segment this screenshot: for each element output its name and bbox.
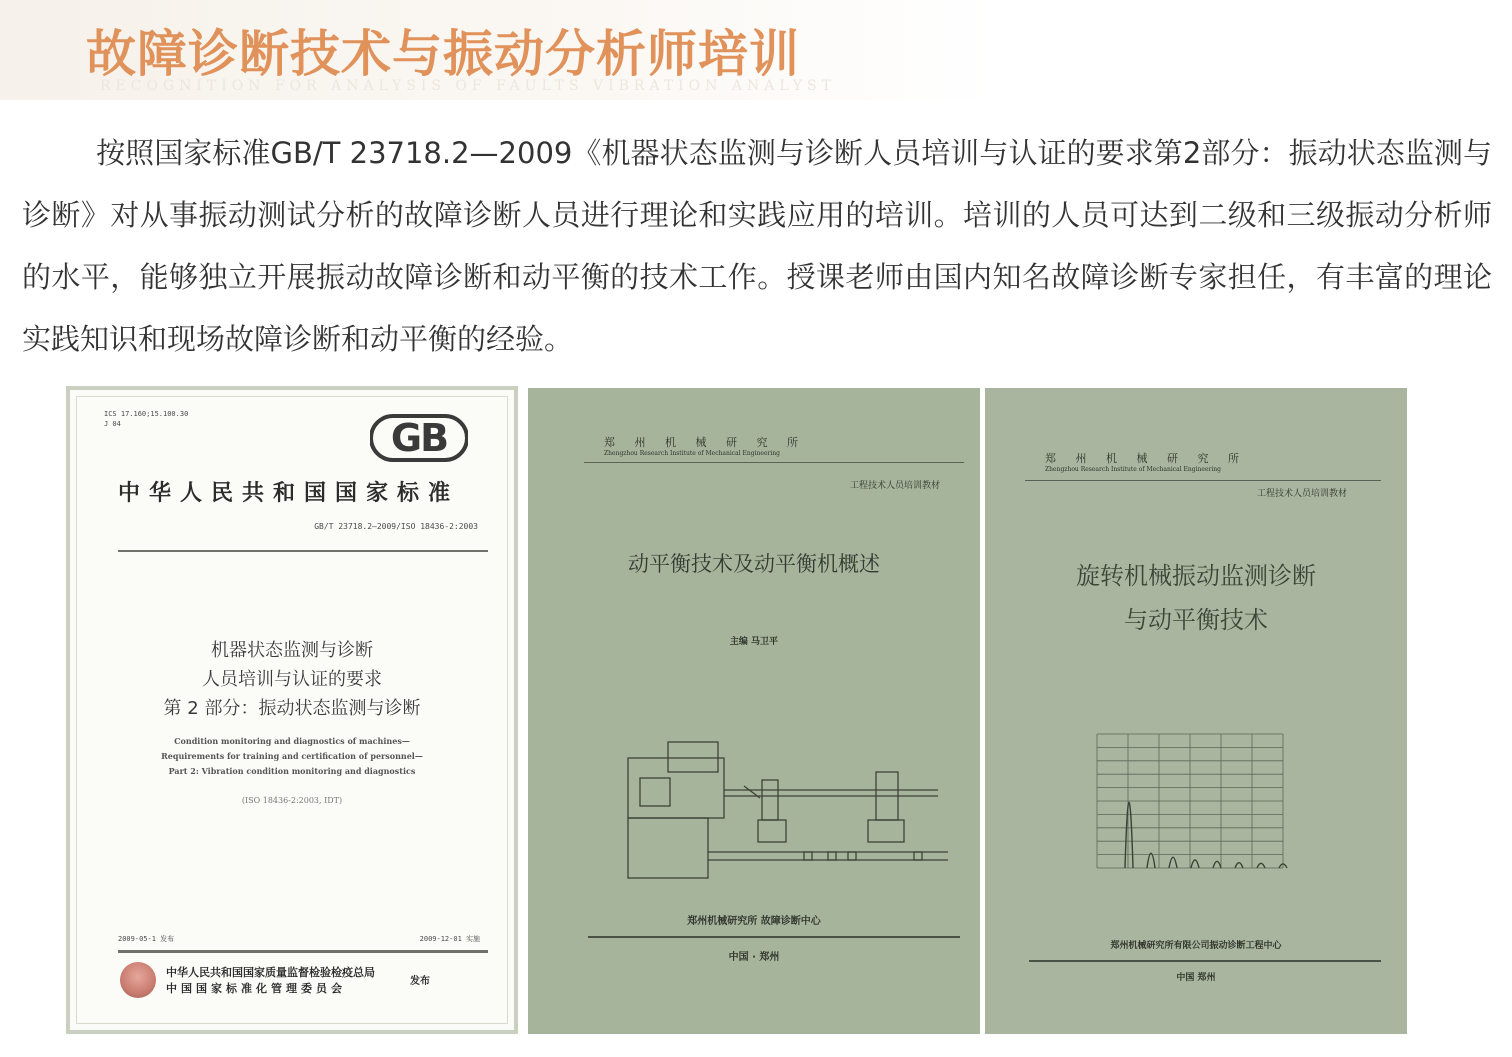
spectrum-peak: [1125, 802, 1133, 868]
gb-top-rule: [118, 550, 488, 552]
book2-rule-top: [1025, 480, 1381, 481]
gb-title-line3: 第 2 部分：振动状态监测与诊断: [163, 698, 421, 719]
book2-title-line2: 与动平衡技术: [1124, 606, 1268, 634]
spectrum-peak: [1213, 861, 1221, 868]
book1-editor: 主编 马卫平: [729, 637, 779, 647]
gb-seal-icon: [120, 962, 156, 998]
gb-title-line2: 人员培训与认证的要求: [202, 669, 382, 690]
gb-issuer2: 中国国家标准化管理委员会: [166, 982, 346, 995]
book1-title: 动平衡技术及动平衡机概述: [628, 552, 880, 576]
gb-ics: ICS 17.160;15.100.30: [104, 410, 189, 418]
book1-rule-top: [584, 462, 964, 463]
book1-series: 工程技术人员培训教材: [849, 481, 940, 491]
gb-logo: [370, 412, 468, 464]
gb-idt: (ISO 18436-2:2003, IDT): [241, 796, 343, 805]
gb-logo-text: GB: [390, 416, 448, 460]
book1-dept: 郑州机械研究所 故障诊断中心: [687, 916, 821, 927]
book1-cover: [528, 388, 980, 1034]
gb-issue-word: 发布: [410, 976, 430, 987]
intro-text: 按照国家标准GB/T 23718.2—2009《机器状态监测与诊断人员培训与认证的要求第2部分：振动状态监测与诊断》对从事振动测试分析的故障诊断人员进行理论和实践应用的培训。培训的人员可达到二级和三级振动分析师的水平，能够独立开展振动故障诊断和动平衡的技术工作。授课老师由国内知名故障诊断专家担任，有丰富的理论实践知识和现场故障诊断和动平衡的经验。: [22, 136, 1492, 356]
intro-paragraph: [22, 122, 1492, 370]
book2-institute-cn: 郑 州 机 械 研 究 所: [1045, 452, 1247, 465]
page-title: 故障诊断技术与振动分析师培训: [86, 25, 800, 83]
gb-org-title: 中华人民共和国国家标准: [118, 480, 460, 506]
balancing-machine-drawing: [528, 728, 980, 888]
gb-publish-date: 2009-05-1 发布: [118, 935, 175, 943]
book1-institute-cn: 郑 州 机 械 研 究 所: [604, 436, 806, 449]
gb-en-line3: Part 2: Vibration condition monitoring and diagnostics: [168, 766, 416, 776]
book2-cover: [985, 388, 1407, 1034]
spectrum-peak: [1191, 860, 1199, 868]
book2-institute-en: Zhengzhou Research Institute of Mechanical Engineering: [1045, 466, 1222, 473]
book2-series: 工程技术人员培训教材: [1256, 489, 1347, 499]
gb-bottom-rule: [118, 950, 488, 953]
gb-std-number: GB/T 23718.2—2009/ISO 18436-2:2003: [314, 522, 478, 531]
spectrum-peak: [1169, 857, 1177, 868]
spectrum-peak: [1147, 853, 1155, 868]
gb-standard-cover: [66, 386, 518, 1034]
book1-rule-bottom: [588, 936, 960, 938]
gb-issuer1: 中华人民共和国国家质量监督检验检疫总局: [166, 966, 375, 979]
gb-en-line2: Requirements for training and certification of personnel—: [161, 751, 423, 761]
book2-title-line1: 旋转机械振动监测诊断: [1076, 562, 1316, 590]
spectrum-plot: [985, 722, 1407, 892]
book2-company: 郑州机械研究所有限公司振动诊断工程中心: [1110, 941, 1282, 951]
book2-rule-bottom: [1029, 960, 1381, 962]
spectrum-peak: [1257, 863, 1265, 868]
book1-place: 中国 · 郑州: [728, 952, 780, 963]
book1-institute-en: Zhengzhou Research Institute of Mechanical Engineering: [604, 450, 781, 457]
gb-class: J 04: [104, 420, 121, 428]
spectrum-peak: [1235, 863, 1243, 868]
faint-subtitle: RECOGNITION FOR ANALYSIS OF FAULTS VIBRATION ANALYST: [100, 78, 836, 94]
gb-title-line1: 机器状态监测与诊断: [211, 640, 373, 661]
gb-effective-date: 2009-12-01 实施: [419, 935, 480, 943]
gb-en-line1: Condition monitoring and diagnostics of machines—: [174, 736, 410, 746]
book2-place: 中国 郑州: [1176, 973, 1216, 983]
